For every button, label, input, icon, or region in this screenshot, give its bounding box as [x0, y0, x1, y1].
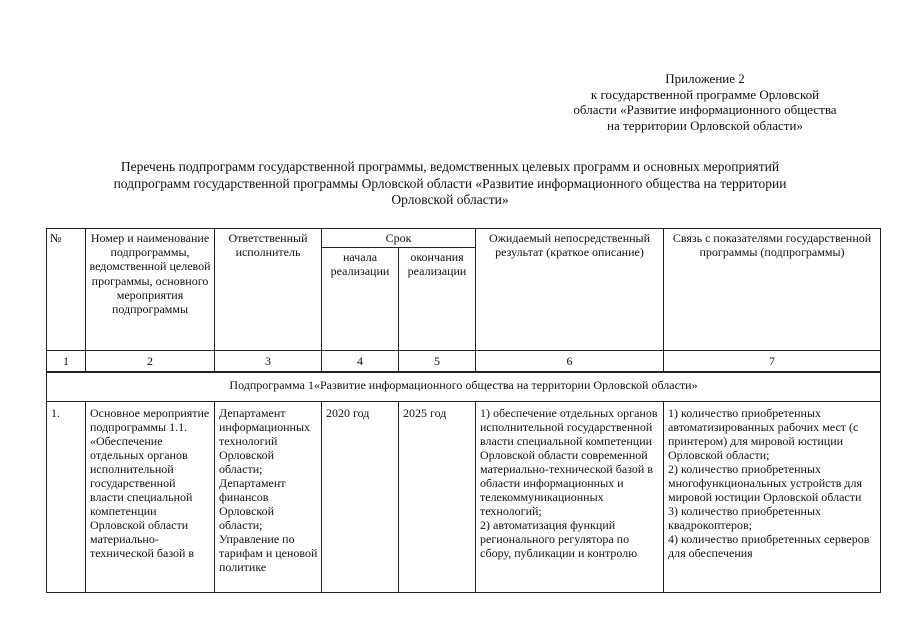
header-link: Связь с показателями государственной программы (подпрограммы): [664, 229, 881, 351]
column-number: 3: [215, 351, 322, 373]
row-executor: Департамент информационных технологий Орловской области; Департамент финансов Орловской области; Управление по тарифам и ценовой политике: [215, 401, 322, 592]
document-title: [50, 159, 850, 209]
title-line-2: подпрограмм государственной программы Орловской области «Развитие информационного общества на территории: [113, 175, 787, 191]
header-no: №: [47, 229, 86, 351]
column-number: 7: [664, 351, 881, 373]
appendix-line-1: Приложение 2: [665, 71, 745, 86]
header-end: окончания реализации: [399, 248, 476, 351]
subprograms-table: [46, 228, 881, 593]
column-number: 1: [47, 351, 86, 373]
appendix-line-4: на территории Орловской области»: [607, 117, 803, 133]
appendix-line-2: к государственной программе Орловской: [590, 86, 820, 102]
column-number: 4: [322, 351, 399, 373]
header-row-1: [47, 229, 881, 248]
column-number: 2: [86, 351, 215, 373]
link-item: 4) количество приобретенных серверов для обеспечения: [668, 531, 870, 560]
link-item: 1) количество приобретенных автоматизированных рабочих мест (с принтером) для мировой юстиции Орловской области;: [668, 405, 859, 462]
header-start: начала реализации: [322, 248, 399, 351]
link-item: 2) количество приобретенных многофункциональных устройств для мировой юстиции Орловской области: [668, 461, 862, 504]
row-start: 2020 год: [322, 401, 399, 592]
link-item: 3) количество приобретенных квадрокоптеров;: [668, 503, 822, 532]
title-line-1: Перечень подпрограмм государственной программы, ведомственных целевых программ и основных мероприятий: [120, 159, 780, 174]
header-term: Срок: [322, 229, 476, 248]
result-item: 1) обеспечение отдельных органов исполнительной государственной власти специальной компетенции Орловской области современной материально-технической базой в области информационных и телекоммуникационных технологий;: [480, 405, 658, 518]
row-end: 2025 год: [399, 401, 476, 592]
table-row: [47, 401, 881, 592]
appendix-line-3: области «Развитие информационного общества: [573, 102, 837, 117]
appendix-caption: [530, 71, 880, 133]
header-name: Номер и наименование подпрограммы, ведомственной целевой программы, основного мероприятия подпрограммы: [86, 229, 215, 351]
row-no: 1.: [47, 401, 86, 592]
header-executor: Ответственный исполнитель: [215, 229, 322, 351]
column-number: 6: [476, 351, 664, 373]
column-number: 5: [399, 351, 476, 373]
row-link: [664, 401, 881, 592]
column-numbers-row: [47, 351, 881, 373]
subprogram-row: [47, 372, 881, 401]
result-item: 2) автоматизация функций регионального регулятора по сбору, публикации и контролю: [480, 517, 638, 560]
row-name: Основное мероприятие подпрограммы 1.1. «Обеспечение отдельных органов исполнительной государственной власти специальной компетенции Орловской области материально-технической базой в: [86, 401, 215, 592]
title-line-3: Орловской области»: [391, 192, 509, 207]
row-result: [476, 401, 664, 592]
header-result: Ожидаемый непосредственный результат (краткое описание): [476, 229, 664, 351]
subprogram-title: Подпрограмма 1«Развитие информационного общества на территории Орловской области»: [47, 372, 881, 401]
